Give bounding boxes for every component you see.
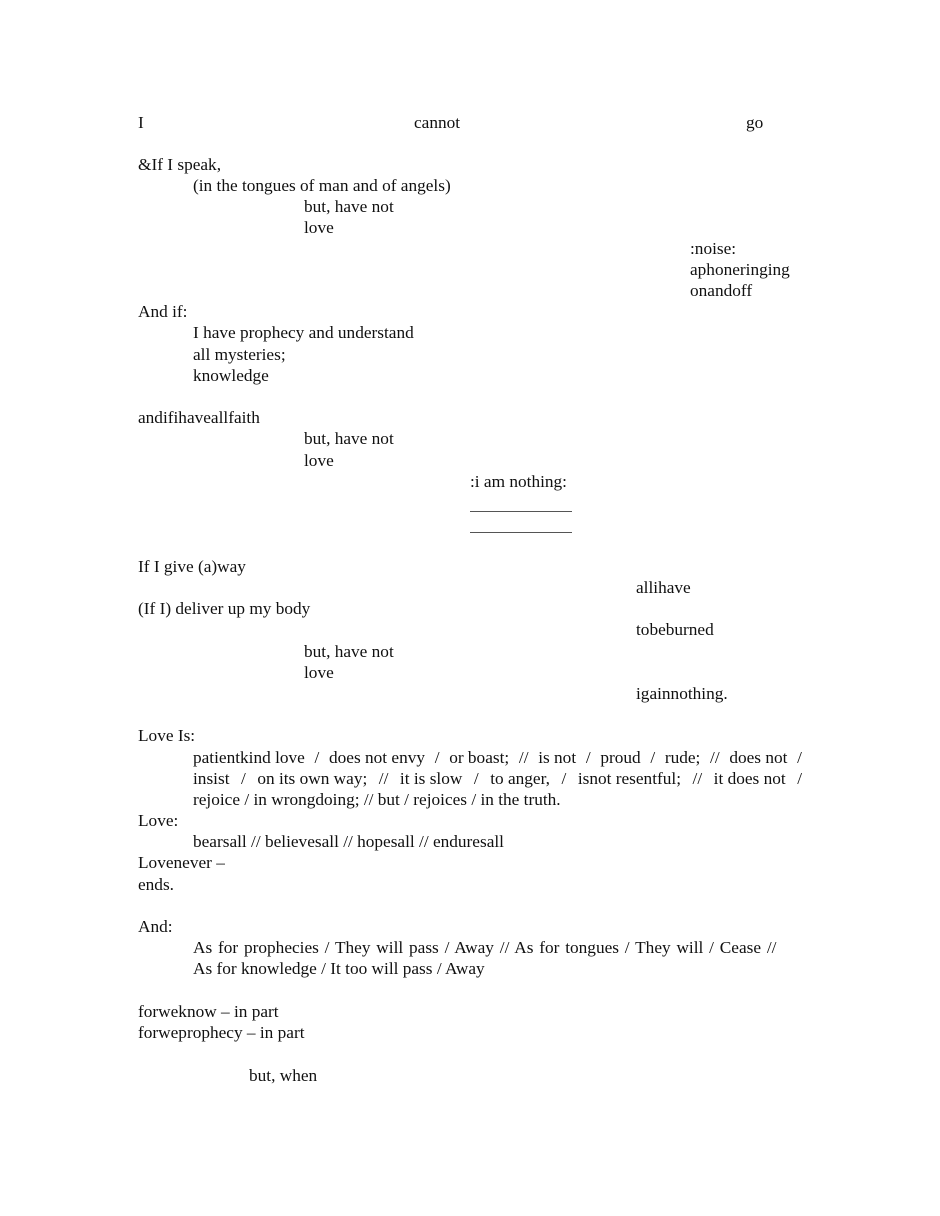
stanza3-line3: love [304,451,334,470]
word: insist [193,769,230,788]
word: isnot resentful; [577,769,682,788]
word: proud [600,748,641,767]
word: patientkind love [193,748,305,767]
stanza4-line1: If I give (a)way [138,557,246,576]
word: rude; [664,748,701,767]
stanza4-line6: love [304,663,334,682]
word: / [241,769,246,788]
word: // [710,748,720,767]
word: does not envy [329,748,426,767]
word: / [797,748,802,767]
stanza1-line4: love [304,218,334,237]
word: / [650,748,656,767]
word: or boast; [449,748,510,767]
word: does not [729,748,788,767]
love-is-heading: Love Is: [138,726,196,745]
love-is-line1 [193,747,802,768]
noise-line1: :noise: [690,239,737,258]
stanza4-line2: allihave [636,578,691,597]
stanza1-line1: &If I speak, [138,155,222,174]
and-line1: As for prophecies / They will pass / Away // As for tongues / They will / Cease // [193,938,777,957]
ending-line2: forweprophecy – in part [138,1023,305,1042]
stanza3-line2: but, have not [304,429,394,448]
title-word-i: I [138,113,144,132]
love-line1: bearsall // believesall // hopesall // enduresall [193,832,504,851]
love-is-line2 [193,768,802,789]
word: on its own way; [257,769,368,788]
word: // [378,769,389,788]
word: / [797,769,802,788]
stanza2-line2: I have prophecy and understand [193,323,414,342]
word: to anger, [490,769,550,788]
noise-line2: aphoneringing [690,260,790,279]
stanza2-line1: And if: [138,302,188,321]
word: is not [538,748,577,767]
stanza1-line3: but, have not [304,197,394,216]
love-heading: Love: [138,811,179,830]
stanza1-line2: (in the tongues of man and of angels) [193,176,451,195]
stanza4-line7: igainnothing. [636,684,728,703]
love-line3: ends. [138,875,174,894]
blank-rule-1 [470,511,572,512]
word: / [314,748,320,767]
word: it does not [713,769,786,788]
blank-rule-2 [470,532,572,533]
stanza3-line1: andifihaveallfaith [138,408,260,427]
and-line2: As for knowledge / It too will pass / Away [193,959,485,978]
word: / [473,769,479,788]
stanza2-line4: knowledge [193,366,269,385]
stanza4-line4: tobeburned [636,620,714,639]
noise-line3: onandoff [690,281,753,300]
title-word-cannot: cannot [414,113,461,132]
word: / [561,769,567,788]
ending-line3: but, when [249,1066,318,1085]
stanza2-line3: all mysteries; [193,345,286,364]
word: / [434,748,440,767]
word: // [518,748,529,767]
stanza4-line3: (If I) deliver up my body [138,599,311,618]
stanza4-line5: but, have not [304,642,394,661]
ending-line1: forweknow – in part [138,1002,279,1021]
and-heading: And: [138,917,173,936]
love-line2: Lovenever – [138,853,225,872]
stanza3-line4: :i am nothing: [470,472,567,491]
love-is-line3: rejoice / in wrongdoing; // but / rejoices / in the truth. [193,790,561,809]
word: it is slow [399,769,463,788]
word: // [692,769,703,788]
title-word-go: go [746,113,764,132]
word: / [585,748,591,767]
